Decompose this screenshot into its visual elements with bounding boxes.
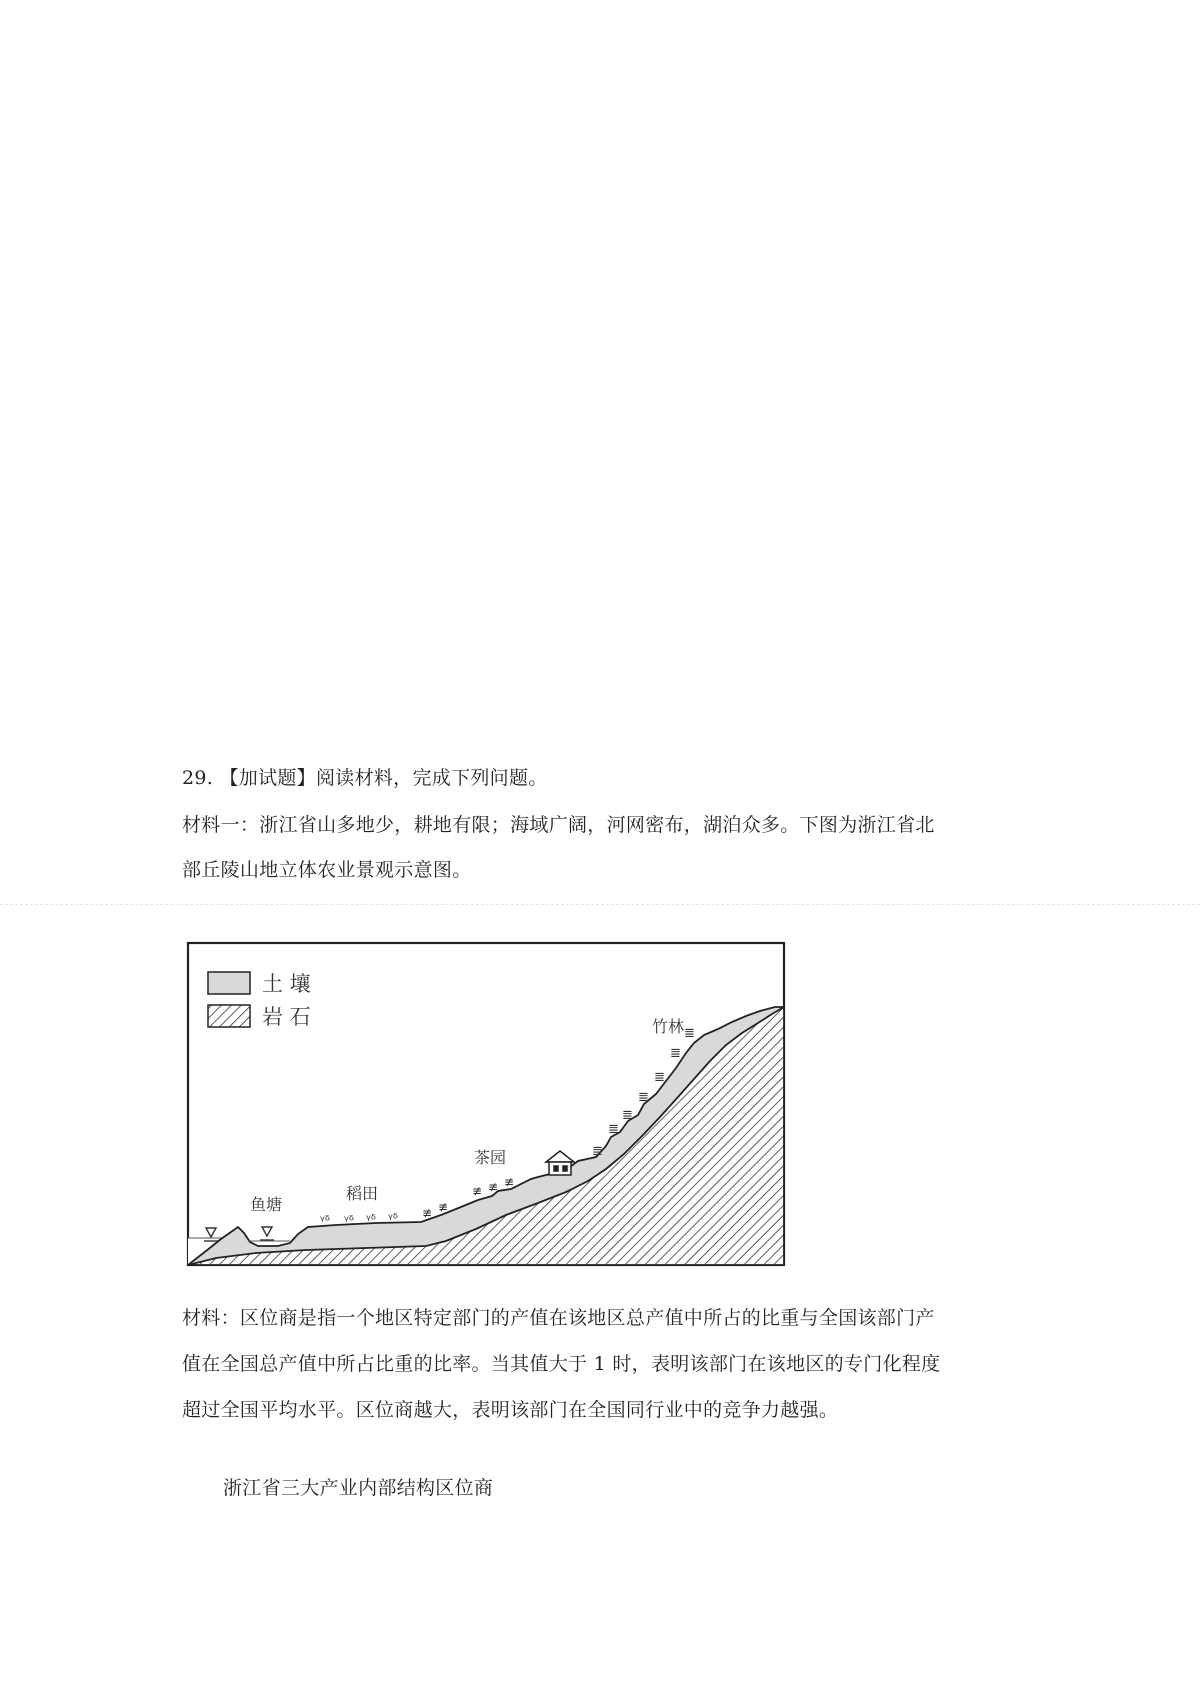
label-tea-garden: 茶园 (474, 1148, 507, 1167)
question-number: 29. (182, 767, 214, 789)
question-text: 【加试题】阅读材料，完成下列问题。 (219, 767, 548, 789)
svg-text:≣: ≣ (608, 1122, 619, 1137)
svg-text:ᵞᵟ: ᵞᵟ (388, 1212, 398, 1227)
agriculture-landscape-figure (186, 941, 786, 1267)
svg-text:≢: ≢ (422, 1206, 433, 1220)
svg-text:≣: ≣ (670, 1046, 681, 1061)
svg-text:≢: ≢ (504, 1175, 515, 1189)
svg-text:≢: ≢ (472, 1184, 483, 1198)
label-bamboo-forest: 竹林 (652, 1017, 685, 1036)
material1-line1: 材料一：浙江省山多地少，耕地有限；海域广阔，河网密布，湖泊众多。下图为浙江省北 (182, 814, 935, 836)
svg-text:≢: ≢ (438, 1200, 449, 1214)
label-rice-field: 稻田 (346, 1184, 379, 1203)
page-divider (0, 904, 1200, 905)
material2-line2: 值在全国总产值中所占比重的比率。当其值大于 1 时，表明该部门在该地区的专门化程度 (182, 1353, 941, 1375)
legend-soil-swatch (208, 972, 250, 994)
table-title: 浙江省三大产业内部结构区位商 (223, 1477, 494, 1499)
svg-text:ᵞᵟ: ᵞᵟ (366, 1213, 376, 1228)
material1-line2: 部丘陵山地立体农业景观示意图。 (182, 859, 472, 881)
svg-text:≣: ≣ (622, 1108, 633, 1123)
label-fish-pond: 鱼塘 (250, 1195, 283, 1214)
legend-rock-label: 岩 石 (262, 1005, 311, 1029)
svg-text:≣: ≣ (684, 1026, 695, 1041)
legend-soil-label: 土 壤 (262, 972, 311, 996)
question-title (182, 765, 548, 791)
svg-text:≣: ≣ (592, 1144, 603, 1159)
svg-text:≢: ≢ (488, 1180, 499, 1194)
legend-rock-swatch (208, 1005, 250, 1027)
material2-line3: 超过全国平均水平。区位商越大，表明该部门在全国同行业中的竞争力越强。 (182, 1399, 839, 1421)
svg-text:≣: ≣ (654, 1070, 665, 1085)
svg-text:ᵞᵟ: ᵞᵟ (344, 1214, 354, 1229)
svg-text:ᵞᵟ: ᵞᵟ (320, 1214, 330, 1229)
svg-text:≣: ≣ (638, 1090, 649, 1105)
material2-line1: 材料：区位商是指一个地区特定部门的产值在该地区总产值中所占的比重与全国该部门产 (182, 1307, 935, 1329)
